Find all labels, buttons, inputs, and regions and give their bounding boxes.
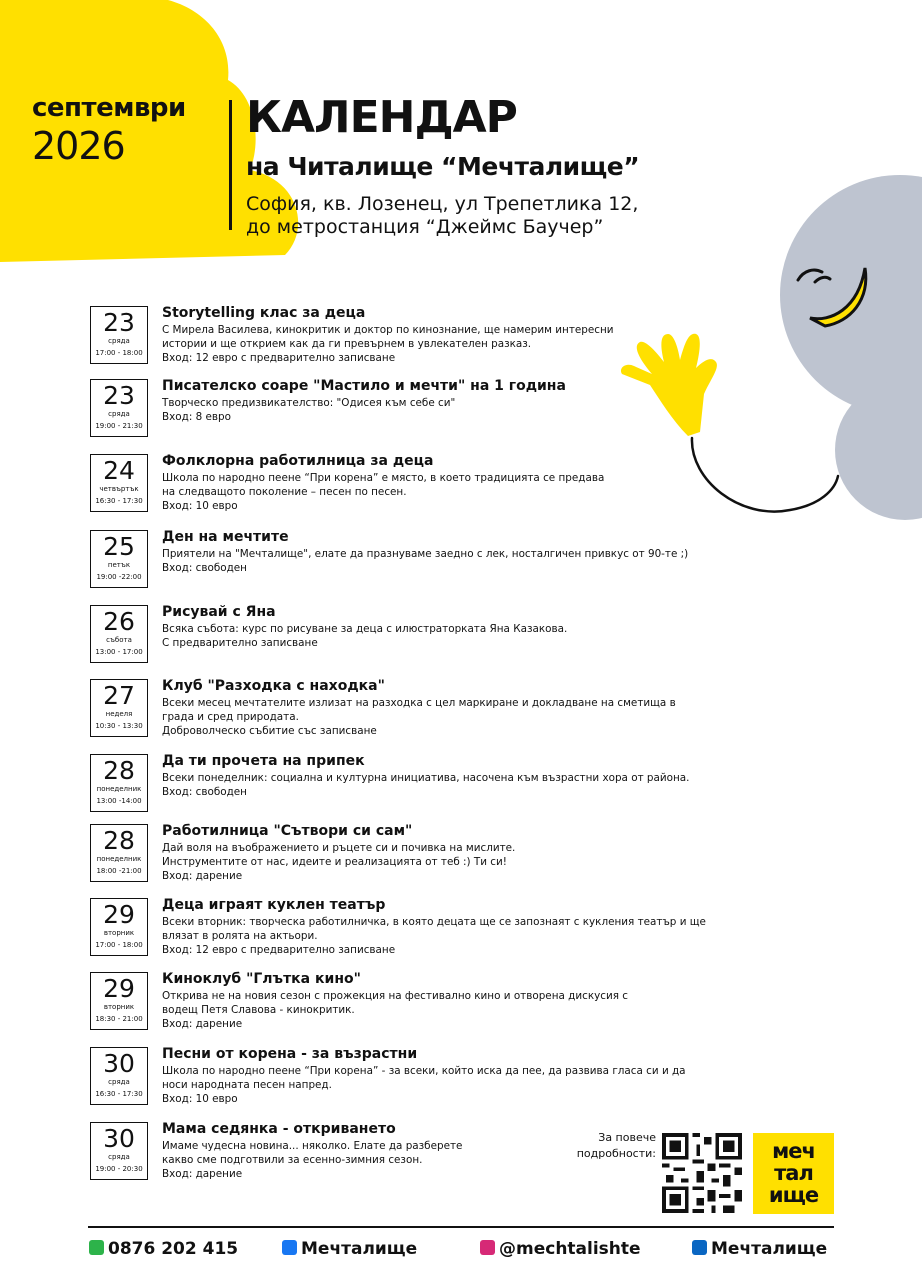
event-title: Рисувай с Яна	[162, 604, 276, 620]
footer-phone[interactable]	[89, 1238, 238, 1260]
footer-linkedin[interactable]	[692, 1238, 827, 1260]
date-box	[90, 898, 148, 956]
date-box	[90, 379, 148, 437]
date-box	[90, 306, 148, 364]
linkedin-handle: Мечталище	[711, 1239, 828, 1259]
event-line: Вход: 8 евро	[162, 411, 232, 423]
year-label: 2026	[32, 124, 125, 168]
event-line: Вход: свободен	[162, 562, 247, 574]
event-line: Всеки вторник: творческа работилничка, в която децата ще се запознаят с кукления театър и ще	[162, 916, 706, 928]
date-box	[90, 972, 148, 1030]
event-title: Мама седянка - откриването	[162, 1121, 396, 1137]
event-line: Доброволческо събитие със записване	[162, 725, 377, 737]
event-day: 28	[103, 756, 135, 785]
event-line: Инструментите от нас, идеите и реализацията от теб :) Ти си!	[162, 856, 507, 868]
event-time: 13:00 -14:00	[96, 797, 142, 805]
month-label: септември	[32, 93, 186, 123]
event-line: водещ Петя Славова - кинокритик.	[162, 1004, 355, 1016]
event-day: 28	[103, 826, 135, 855]
event-weekday: петък	[107, 561, 131, 569]
event-line: С предварително записване	[162, 637, 318, 649]
instagram-icon	[480, 1240, 495, 1255]
date-box	[90, 679, 148, 737]
event-line: Всеки месец мечтателите излизат на разходка с цел маркиране и докладване на сметища в	[162, 697, 676, 709]
event-description	[162, 547, 762, 575]
event-description	[162, 471, 762, 513]
event-title: Storytelling клас за деца	[162, 305, 366, 321]
event-line: Школа по народно пеене “При корена” е място, в което традицията се предава	[162, 472, 605, 484]
phone-icon	[89, 1240, 104, 1255]
event-time: 18:00 -21:00	[96, 867, 142, 875]
phone-number: 0876 202 415	[108, 1239, 239, 1259]
event-line: носи народната песен напред.	[162, 1079, 332, 1091]
event-weekday: сряда	[108, 1078, 130, 1086]
event-weekday: неделя	[105, 710, 133, 718]
event-line: Вход: дарение	[162, 1168, 243, 1180]
page-subtitle: на Читалище “Мечталище”	[246, 152, 640, 181]
event-description	[162, 989, 762, 1031]
logo-line-2: тал	[774, 1161, 813, 1185]
event-description	[162, 696, 762, 738]
qr-label-line-1: За повече	[598, 1131, 656, 1144]
event-line: Творческо предизвикателство: "Одисея към себе си"	[162, 397, 456, 409]
event-weekday: четвъртък	[99, 485, 139, 493]
event-body	[162, 452, 762, 513]
event-description	[162, 1139, 582, 1181]
event-body	[162, 752, 762, 799]
event-line: Школа по народно пеене “При корена” - за всеки, който иска да пее, да развива гласа си и да	[162, 1065, 686, 1077]
event-line: Имаме чудесна новина... няколко. Елате да разберете	[162, 1140, 463, 1152]
event-day: 27	[103, 681, 135, 710]
event-weekday: вторник	[103, 1003, 135, 1011]
event-time: 19:00 - 21:30	[95, 422, 143, 430]
event-line: на следващото поколение – песен по песен.	[162, 486, 407, 498]
event-weekday: понеделник	[96, 785, 142, 793]
event-line: Вход: 10 евро	[162, 500, 238, 512]
event-description	[162, 915, 762, 957]
event-day: 26	[103, 607, 135, 636]
event-description	[162, 771, 762, 799]
date-box	[90, 605, 148, 663]
event-title: Да ти прочета на припек	[162, 753, 365, 769]
event-line: Вход: 12 евро с предварително записване	[162, 944, 396, 956]
event-weekday: събота	[106, 636, 132, 644]
event-weekday: сряда	[108, 410, 130, 418]
event-title: Фолклорна работилница за деца	[162, 453, 434, 469]
instagram-handle: @mechtalishte	[499, 1239, 641, 1259]
event-time: 19:00 - 20:30	[95, 1165, 143, 1173]
address	[246, 193, 638, 239]
event-day: 30	[103, 1124, 135, 1153]
event-time: 10:30 - 13:30	[95, 722, 143, 730]
header-divider	[229, 100, 232, 230]
event-line: Вход: 10 евро	[162, 1093, 238, 1105]
event-line: Открива не на новия сезон с прожекция на фестивално кино и отворена дискусия с	[162, 990, 628, 1002]
event-body	[162, 1120, 582, 1181]
event-day: 23	[103, 308, 135, 337]
event-description	[162, 396, 762, 424]
event-title: Ден на мечтите	[162, 529, 289, 545]
event-time: 17:00 - 18:00	[95, 349, 143, 357]
gray-cloud-shape	[780, 175, 922, 520]
date-box	[90, 754, 148, 812]
event-body	[162, 1045, 762, 1106]
event-body	[162, 970, 762, 1031]
event-day: 29	[103, 974, 135, 1003]
event-line: Всяка събота: курс по рисуване за деца с илюстраторката Яна Казакова.	[162, 623, 568, 635]
event-body	[162, 377, 762, 424]
event-line: Вход: дарение	[162, 870, 243, 882]
event-body	[162, 822, 762, 883]
event-day: 29	[103, 900, 135, 929]
event-description	[162, 841, 762, 883]
event-day: 30	[103, 1049, 135, 1078]
footer-facebook[interactable]	[282, 1238, 417, 1260]
date-box	[90, 530, 148, 588]
event-line: града и сред природата.	[162, 711, 299, 723]
event-line: Всеки понеделник: социална и културна инициатива, насочена към възрастни хора от района.	[162, 772, 690, 784]
event-description	[162, 323, 762, 365]
mechtalishte-logo	[753, 1133, 834, 1214]
footer-instagram[interactable]	[480, 1238, 641, 1260]
event-description	[162, 622, 762, 650]
event-body	[162, 896, 762, 957]
qr-code-icon[interactable]	[662, 1133, 742, 1213]
event-title: Киноклуб "Глътка кино"	[162, 971, 361, 987]
event-body	[162, 304, 762, 365]
footer-divider	[88, 1226, 834, 1228]
event-title: Писателско соаре "Мастило и мечти" на 1 година	[162, 378, 566, 394]
date-box	[90, 1047, 148, 1105]
event-weekday: вторник	[103, 929, 135, 937]
address-line-2: до метростанция “Джеймс Баучер”	[246, 216, 604, 238]
event-line: С Мирела Василева, кинокритик и доктор по кинознание, ще намерим интересни	[162, 324, 614, 336]
event-time: 16:30 - 17:30	[95, 1090, 143, 1098]
date-box	[90, 1122, 148, 1180]
event-weekday: понеделник	[96, 855, 142, 863]
event-line: Вход: дарение	[162, 1018, 243, 1030]
event-time: 18:30 - 21:00	[95, 1015, 143, 1023]
event-title: Работилница "Сътвори си сам"	[162, 823, 413, 839]
event-description	[162, 1064, 762, 1106]
event-body	[162, 528, 762, 575]
address-line-1: София, кв. Лозенец, ул Трепетлика 12,	[246, 193, 639, 215]
event-line: Приятели на "Мечталище", елате да празнуваме заедно с лек, носталгичен привкус от 90-те ;)	[162, 548, 689, 560]
event-title: Клуб "Разходка с находка"	[162, 678, 385, 694]
date-box	[90, 454, 148, 512]
event-body	[162, 677, 762, 738]
event-time: 17:00 - 18:00	[95, 941, 143, 949]
event-line: Вход: свободен	[162, 786, 247, 798]
date-box	[90, 824, 148, 882]
event-line: Вход: 12 евро с предварително записване	[162, 352, 396, 364]
event-title: Песни от корена - за възрастни	[162, 1046, 418, 1062]
event-weekday: сряда	[108, 337, 130, 345]
event-time: 16:30 - 17:30	[95, 497, 143, 505]
event-body	[162, 603, 762, 650]
event-line: какво сме подготвили за есенно-зимния сезон.	[162, 1154, 423, 1166]
event-time: 13:00 - 17:00	[95, 648, 143, 656]
event-line: влязат в ролята на актьори.	[162, 930, 318, 942]
event-time: 19:00 -22:00	[96, 573, 142, 581]
logo-line-1: меч	[772, 1139, 815, 1163]
event-weekday: сряда	[108, 1153, 130, 1161]
event-day: 25	[103, 532, 135, 561]
qr-label-line-2: подробности:	[576, 1147, 656, 1160]
event-line: Дай воля на въображението и ръцете си и почивка на мислите.	[162, 842, 516, 854]
event-day: 24	[103, 456, 135, 485]
facebook-handle: Мечталище	[301, 1239, 418, 1259]
qr-label	[556, 1130, 656, 1162]
facebook-icon	[282, 1240, 297, 1255]
event-day: 23	[103, 381, 135, 410]
logo-line-3: ище	[768, 1183, 819, 1207]
event-line: истории и ще открием как да ги превърнем в увлекателен разказ.	[162, 338, 532, 350]
linkedin-icon	[692, 1240, 707, 1255]
page-title: КАЛЕНДАР	[246, 92, 517, 143]
event-title: Деца играят куклен театър	[162, 897, 386, 913]
